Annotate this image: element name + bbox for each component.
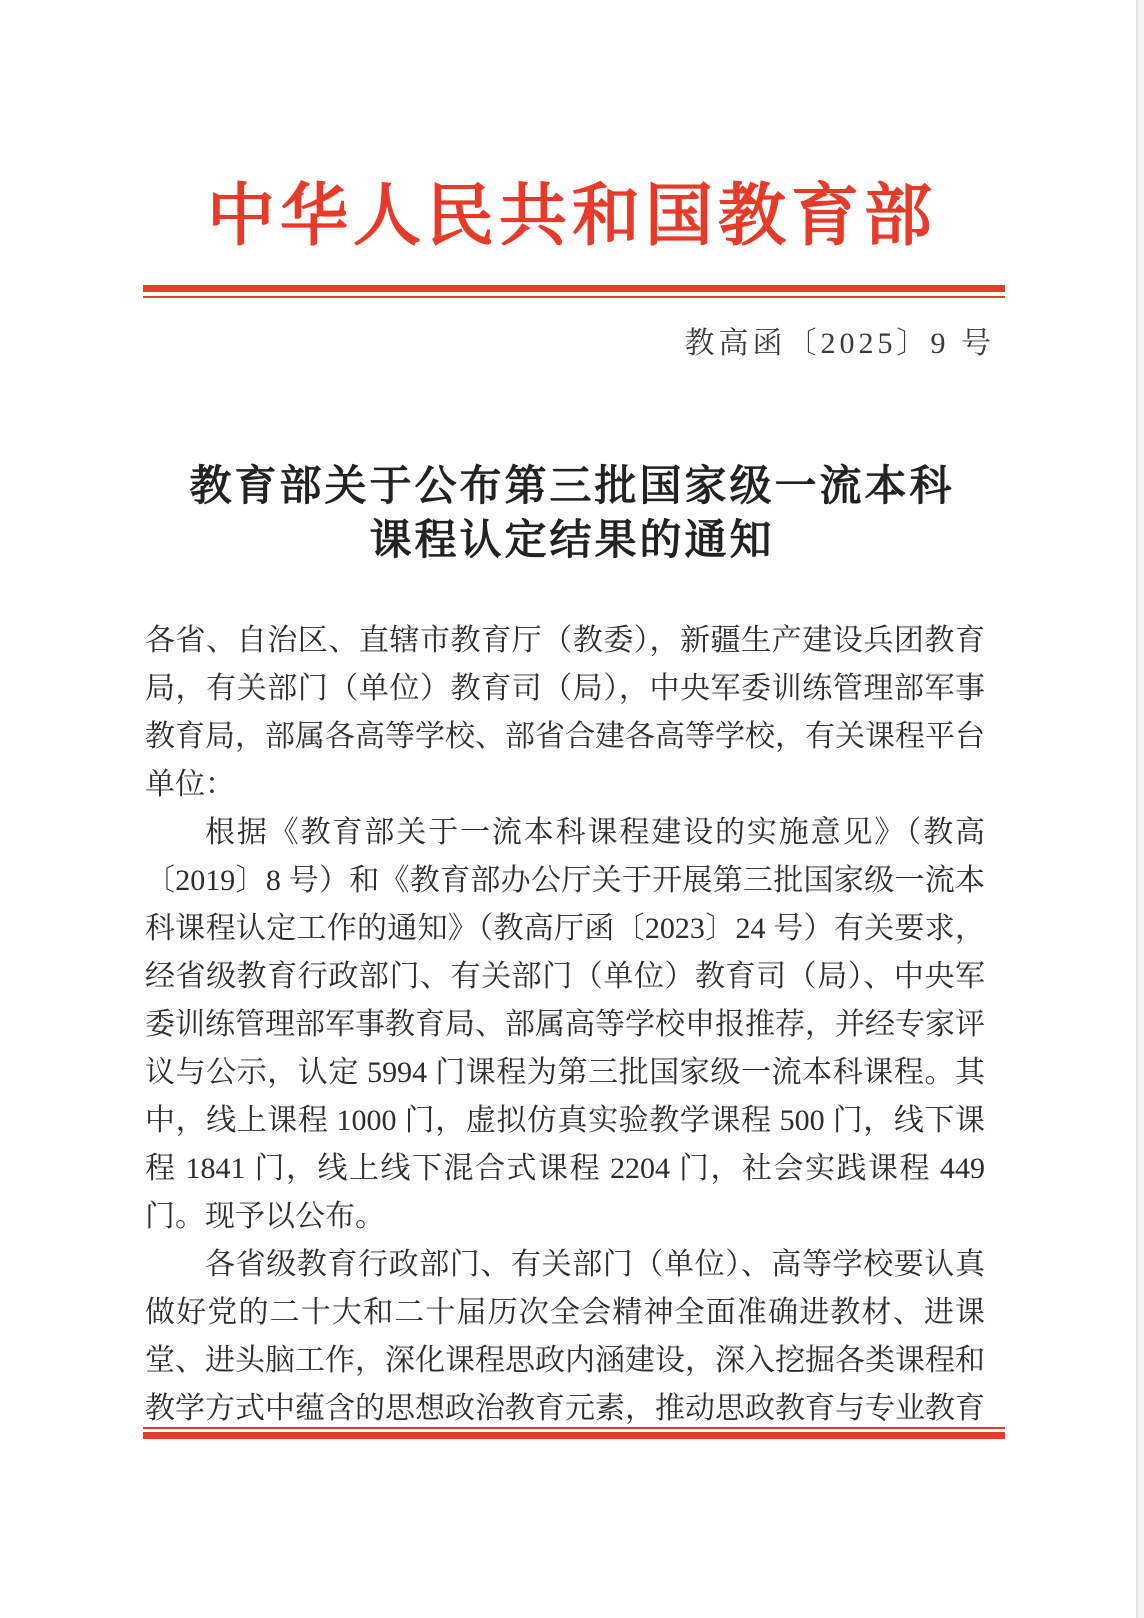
body-line: 议与公示，认定 5994 门课程为第三批国家级一流本科课程。其 [145, 1056, 985, 1089]
body-line: 委训练管理部军事教育局、部属高等学校申报推荐，并经专家评 [145, 1008, 985, 1041]
body-line: 门。现予以公布。 [145, 1200, 385, 1233]
body-line: 科课程认定工作的通知》（教高厅函〔2023〕24 号）有关要求， [145, 912, 985, 945]
body-line: 教学方式中蕴含的思想政治教育元素，推动思政教育与专业教育 [145, 1392, 985, 1425]
body-line: 单位： [145, 768, 235, 801]
body-line: 中，线上课程 1000 门，虚拟仿真实验教学课程 500 门，线下课 [145, 1104, 985, 1137]
footer-rule-thin [143, 1427, 1005, 1429]
body-line: 各省、自治区、直辖市教育厅（教委），新疆生产建设兵团教育 [145, 624, 985, 657]
document-title-line-2: 课程认定结果的通知 [369, 518, 775, 564]
document-body [145, 617, 985, 1433]
body-line: 经省级教育行政部门、有关部门（单位）教育司（局）、中央军 [145, 960, 985, 993]
letterhead-rule-thin [143, 296, 1005, 298]
body-line: 堂、进头脑工作，深化课程思政内涵建设，深入挖掘各类课程和 [145, 1344, 985, 1377]
letterhead-rule-thick [143, 285, 1005, 292]
body-line: 教育局，部属各高等学校、部省合建各高等学校，有关课程平台 [145, 720, 985, 753]
body-line: 〔2019〕8 号）和《教育部办公厅关于开展第三批国家级一流本 [145, 864, 985, 897]
body-line: 做好党的二十大和二十届历次全会精神全面准确进教材、进课 [145, 1296, 985, 1329]
document-title-line-1: 教育部关于公布第三批国家级一流本科 [189, 464, 955, 510]
document-number: 教高函〔2025〕9 号 [684, 327, 995, 360]
letterhead-org-name: 中华人民共和国教育部 [206, 178, 937, 254]
body-line: 根据《教育部关于一流本科课程建设的实施意见》（教高 [205, 816, 985, 849]
body-line: 程 1841 门，线上线下混合式课程 2204 门，社会实践课程 449 [145, 1152, 985, 1185]
body-line: 各省级教育行政部门、有关部门（单位）、高等学校要认真 [205, 1248, 985, 1281]
footer-rule-thick [143, 1432, 1005, 1439]
document-title [0, 460, 1144, 568]
page-edge-shade [1138, 0, 1144, 1618]
body-line: 局，有关部门（单位）教育司（局），中央军委训练管理部军事 [145, 672, 985, 705]
